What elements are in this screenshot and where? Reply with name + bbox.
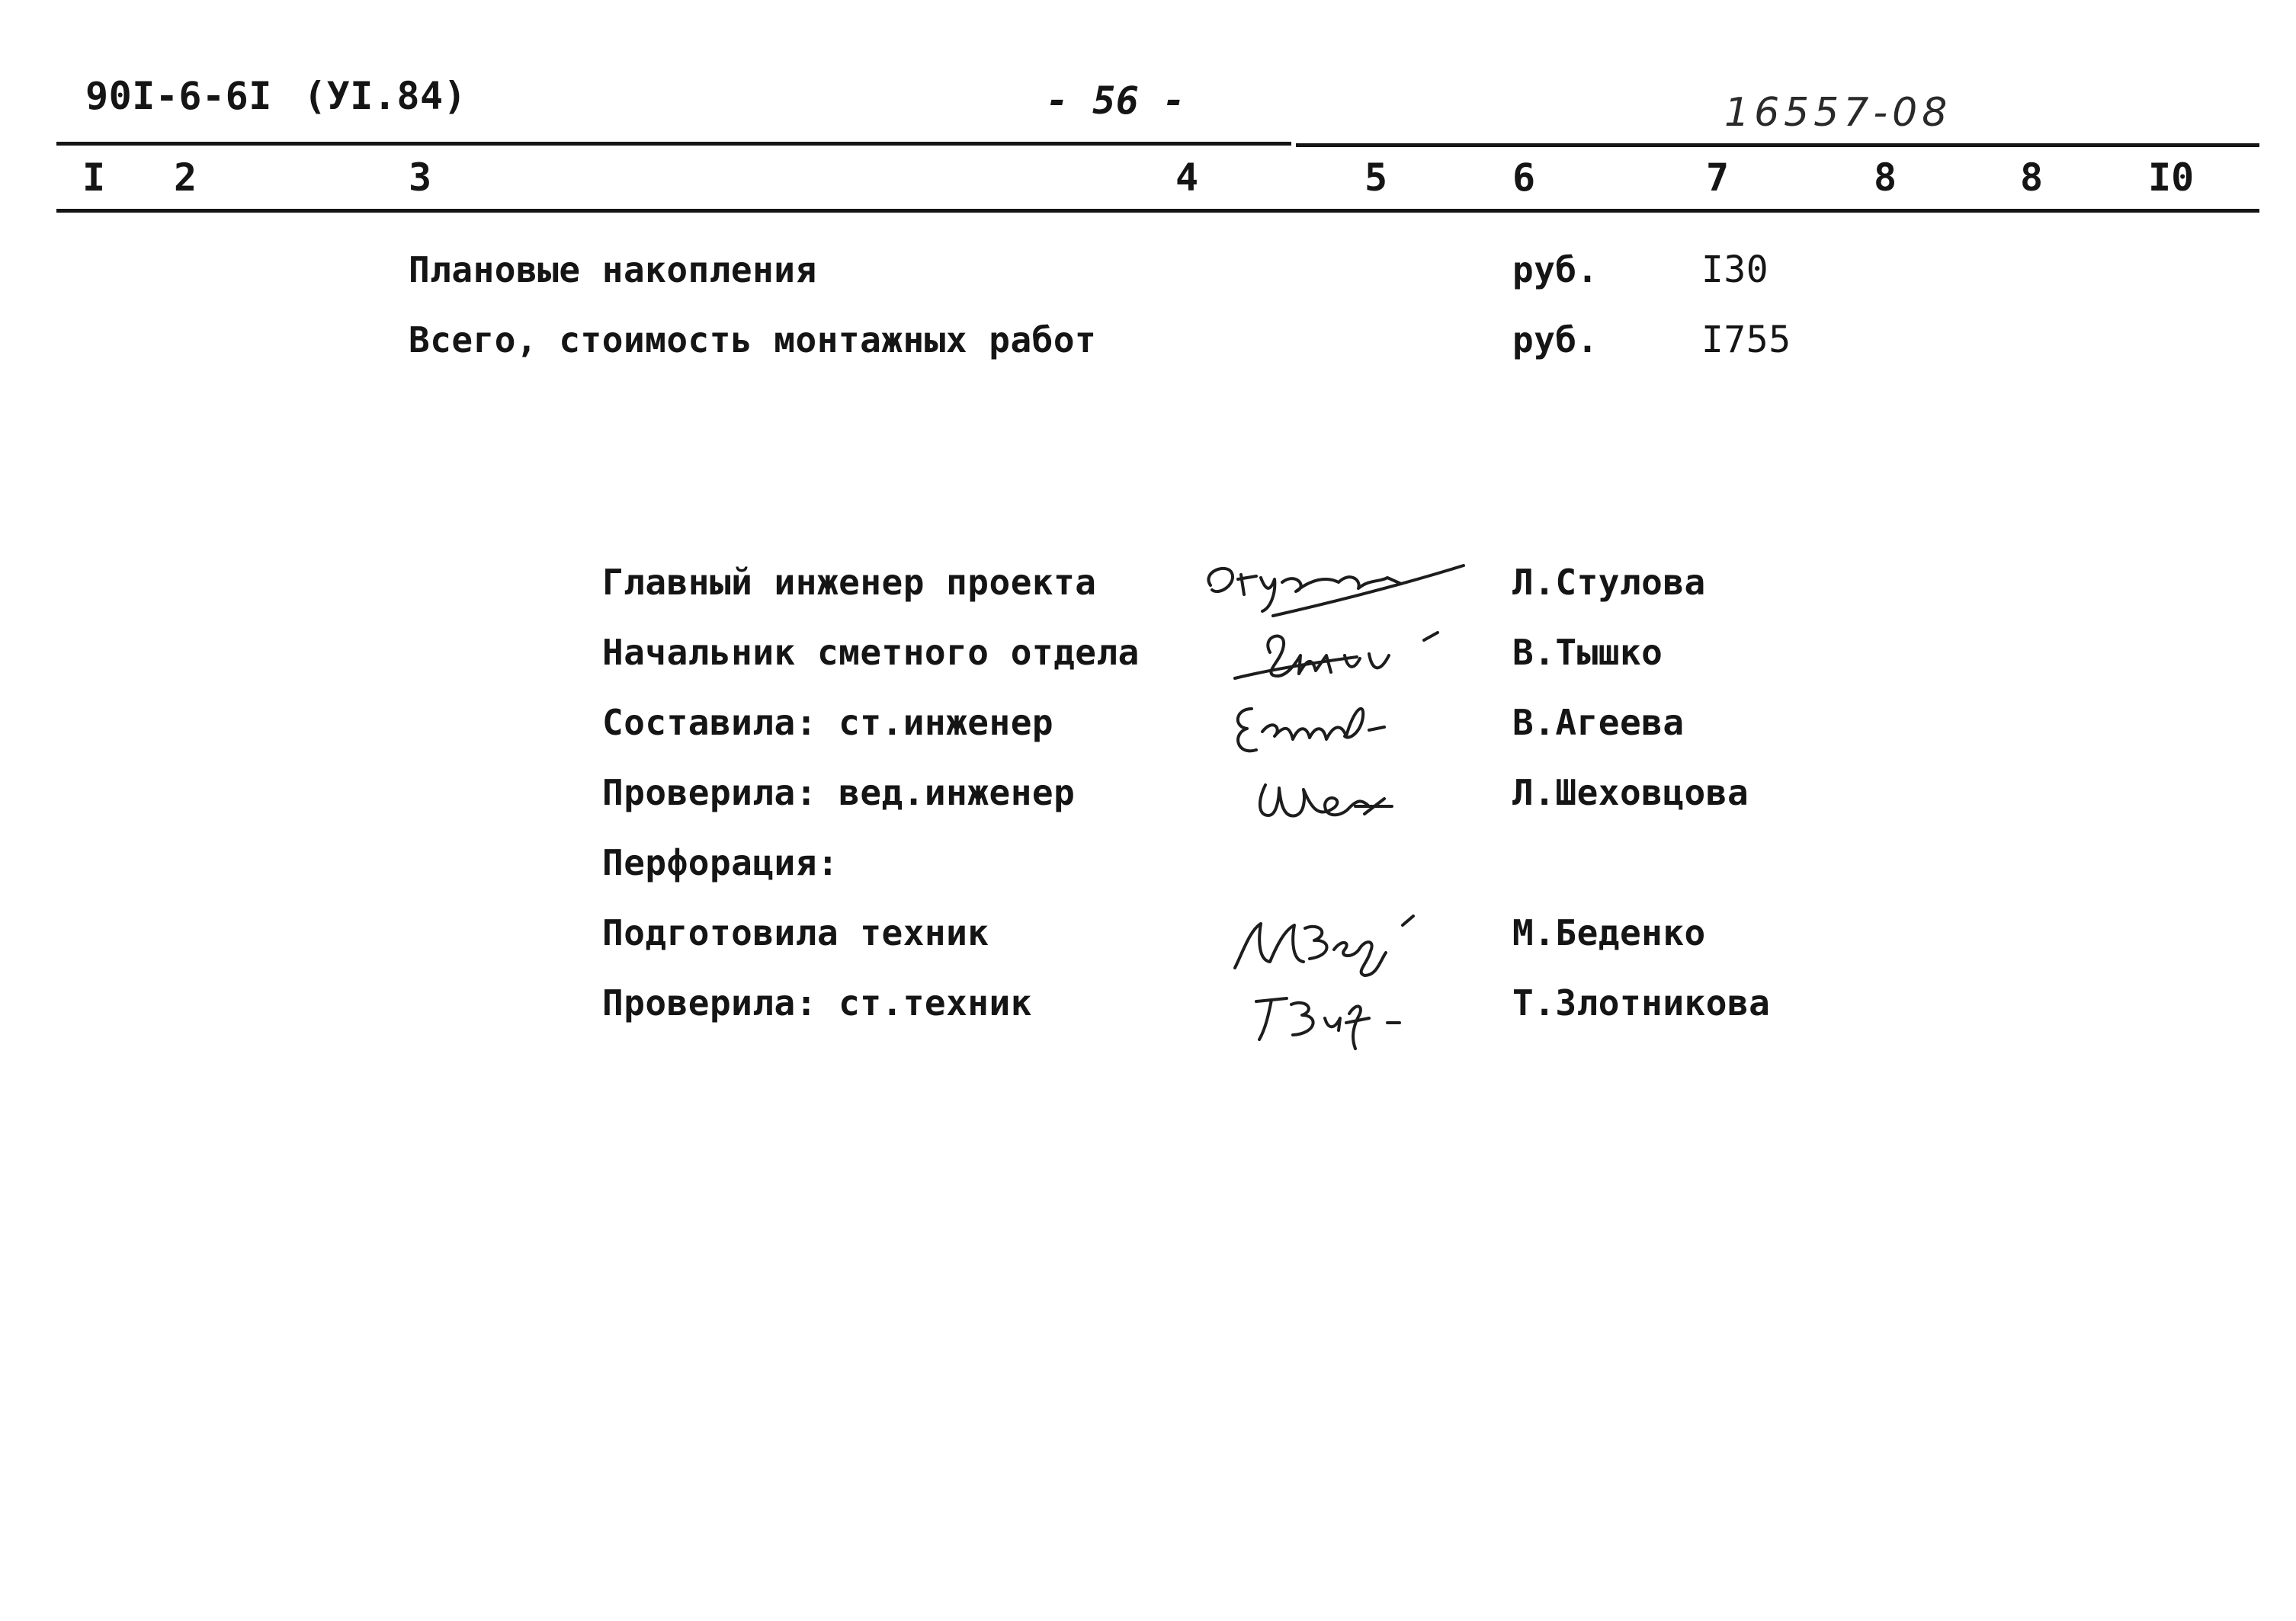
signatory-role: Проверила: вед.инженер xyxy=(602,772,1076,813)
doc-code: 90I-6-6I xyxy=(85,74,272,118)
signatory-role: Проверила: ст.техник xyxy=(602,982,1032,1024)
signatory-role: Подготовила техник xyxy=(602,912,989,953)
cost-description: Всего, стоимость монтажных работ xyxy=(409,319,1097,360)
column-header-rule xyxy=(56,209,2259,213)
column-number: 8 xyxy=(1874,155,1897,200)
inventory-number: 16557-08 xyxy=(1724,90,1952,136)
column-number: 7 xyxy=(1706,155,1730,200)
column-number: 4 xyxy=(1175,155,1199,200)
signature-zlotnikova xyxy=(1243,975,1486,1059)
page-number: - 56 - xyxy=(1046,78,1186,123)
signatory-name: Т.Злотникова xyxy=(1512,982,1771,1024)
doc-series: (УI.84) xyxy=(303,74,467,118)
cost-unit: руб. xyxy=(1512,249,1599,290)
column-number: 8 xyxy=(2020,155,2044,200)
cost-value: I30 xyxy=(1701,248,1769,291)
signatory-name: Л.Шеховцова xyxy=(1512,772,1749,813)
signature-shekhovtsova xyxy=(1235,762,1464,838)
signatory-role: Составила: ст.инженер xyxy=(602,702,1054,743)
signatory-name: В.Агеева xyxy=(1512,702,1685,743)
column-number: I0 xyxy=(2148,155,2195,200)
cost-description: Плановые накопления xyxy=(409,249,817,290)
cost-unit: руб. xyxy=(1512,319,1599,360)
signature-ageeva xyxy=(1220,686,1479,770)
signatory-role: Главный инженер проекта xyxy=(602,562,1097,603)
signatory-name: Л.Стулова xyxy=(1512,562,1706,603)
signatory-name: В.Тышко xyxy=(1512,632,1663,673)
column-number: 5 xyxy=(1364,155,1388,200)
column-number: 3 xyxy=(409,155,432,200)
cost-value: I755 xyxy=(1701,319,1791,361)
signatory-name: М.Беденко xyxy=(1512,912,1706,953)
column-number: 2 xyxy=(174,155,197,200)
header-rule-right xyxy=(1296,143,2259,147)
header-rule-left xyxy=(56,142,1291,146)
signatory-role: Начальник сметного отдела xyxy=(602,632,1140,673)
signature-bedenko xyxy=(1220,899,1479,983)
column-number: I xyxy=(82,155,106,200)
column-number: 6 xyxy=(1512,155,1536,200)
signatory-role: Перфорация: xyxy=(602,842,839,883)
